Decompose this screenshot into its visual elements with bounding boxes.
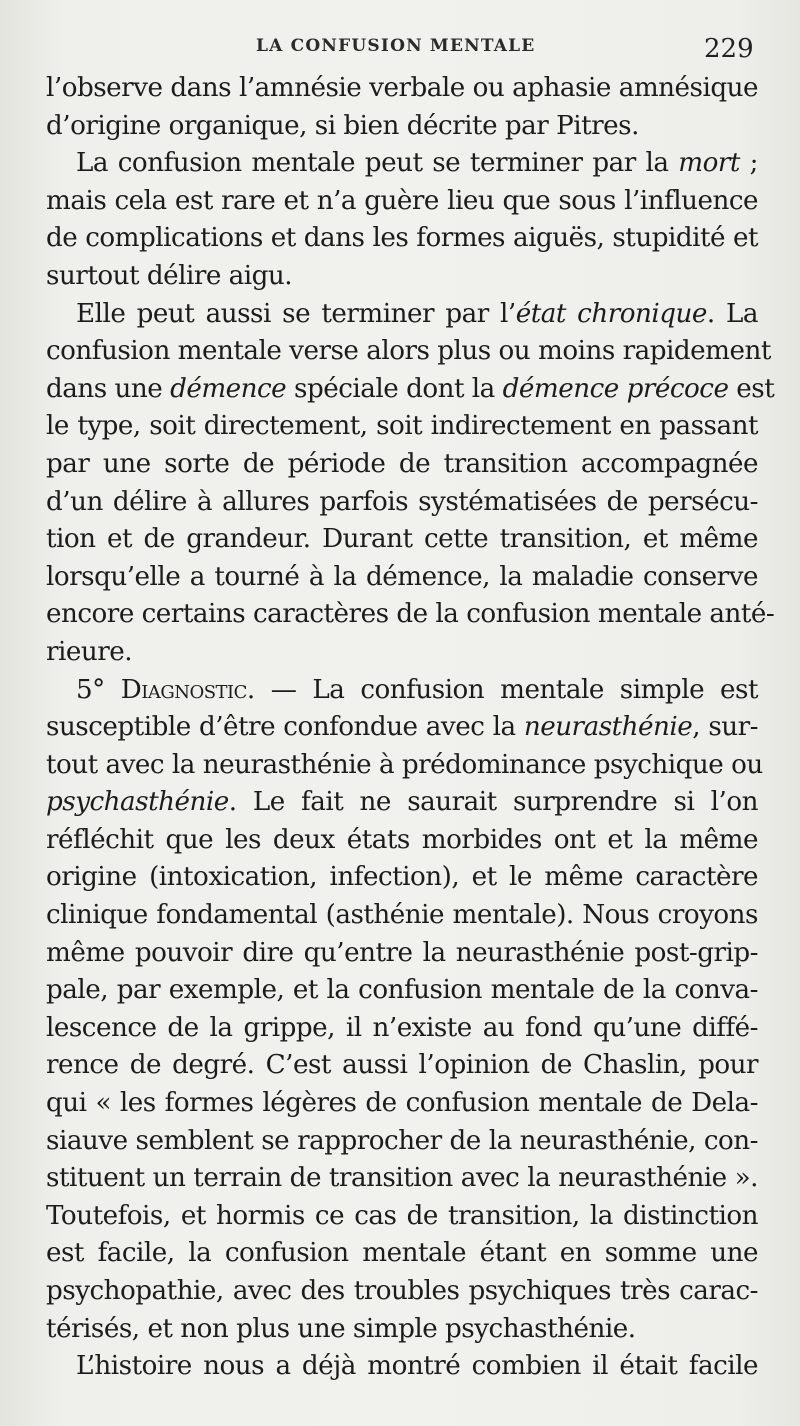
italic-term: démence [170, 373, 287, 404]
text-line: psychopathie, avec des troubles psychiques très carac- [46, 1276, 758, 1306]
text-line: confusion mentale verse alors plus ou moins rapidement [46, 336, 771, 367]
text-line: Toutefois, et hormis ce cas de transition, la distinction [46, 1200, 758, 1231]
text-line: rieure. [46, 636, 133, 667]
italic-term: état chronique [515, 298, 707, 329]
text-run: dans une [46, 373, 171, 404]
italic-term: neurasthénie [523, 712, 693, 743]
text-line [46, 784, 758, 822]
text-line [46, 371, 775, 409]
italic-term: psychasthénie [46, 787, 229, 818]
text-line: tout avec la neurasthénie à prédominance psychique ou [46, 749, 763, 780]
text-run: . La [706, 298, 759, 329]
italic-term: mort [678, 148, 740, 179]
text-line: l’observe dans l’amnésie verbale ou aphasie amnésique [46, 73, 758, 103]
text-run: Elle peut aussi se terminer par l’ [76, 298, 516, 329]
text-run: ; [739, 148, 758, 179]
text-line: mais cela est rare et n’a guère lieu que sous l’influence [46, 185, 758, 216]
text-line: térisés, et non plus une simple psychasthénie. [46, 1313, 636, 1344]
text-run: susceptible d’être confondue avec la [46, 712, 524, 743]
text-line: rence de degré. C’est aussi l’opinion de Chaslin, pour [46, 1050, 758, 1081]
text-line: le type, soit directement, soit indirectement en passant [46, 411, 758, 442]
italic-term: démence précoce [502, 373, 729, 404]
text-line: d’un délire à allures parfois systématisées de persécu- [46, 486, 758, 517]
text-line: qui « les formes légères de confusion mentale de Dela- [46, 1088, 758, 1119]
text-line: origine (intoxication, infection), et le même caractère [46, 862, 758, 893]
text-line: clinique fondamental (asthénie mentale). Nous croyons [46, 900, 758, 931]
text-line: par une sorte de période de transition accompagnée [46, 448, 758, 479]
text-line: surtout délire aigu. [46, 260, 293, 291]
text-line: lorsqu’elle a tourné à la démence, la maladie conserve [46, 561, 758, 592]
text-run: La confusion mentale peut se terminer par la [76, 148, 679, 179]
text-line [46, 709, 758, 747]
text-run: . Le fait ne saurait surprendre si l’on [228, 787, 758, 818]
text-run: 5° [76, 674, 121, 705]
text-line: encore certains caractères de la confusion mentale anté- [46, 599, 775, 630]
text-line: tion et de grandeur. Durant cette transition, et même [46, 524, 758, 555]
page-number: 229 [704, 34, 754, 64]
text-line [46, 672, 758, 710]
text-line: réfléchit que les deux états morbides ont et la même [46, 824, 758, 855]
text-line: stituent un terrain de transition avec la neurasthénie ». [46, 1163, 758, 1194]
text-line [46, 145, 758, 183]
text-run: spéciale dont la [286, 373, 503, 404]
text-line: pale, par exemple, et la confusion mentale de la conva- [46, 975, 758, 1006]
running-title: LA CONFUSION MENTALE [256, 36, 536, 56]
text-line: est facile, la confusion mentale étant en somme une [46, 1238, 758, 1269]
body-text [46, 70, 775, 1386]
text-line [46, 296, 758, 334]
text-run: est [728, 373, 775, 404]
text-run: , sur- [692, 712, 758, 743]
text-line: lescence de la grippe, il n’existe au fond qu’une diffé- [46, 1012, 758, 1043]
running-head [0, 34, 800, 64]
text-line: même pouvoir dire qu’entre la neurasthénie post-grip- [46, 937, 758, 968]
text-run: — La confusion mentale simple est [254, 674, 758, 705]
section-heading: Diagnostic. [120, 674, 255, 705]
text-line: d’origine organique, si bien décrite par Pitres. [46, 110, 639, 141]
text-line: L’histoire nous a déjà montré combien il était facile [76, 1351, 758, 1382]
text-line: siauve semblent se rapprocher de la neurasthénie, con- [46, 1125, 758, 1156]
text-line: de complications et dans les formes aiguës, stupidité et [46, 223, 758, 254]
